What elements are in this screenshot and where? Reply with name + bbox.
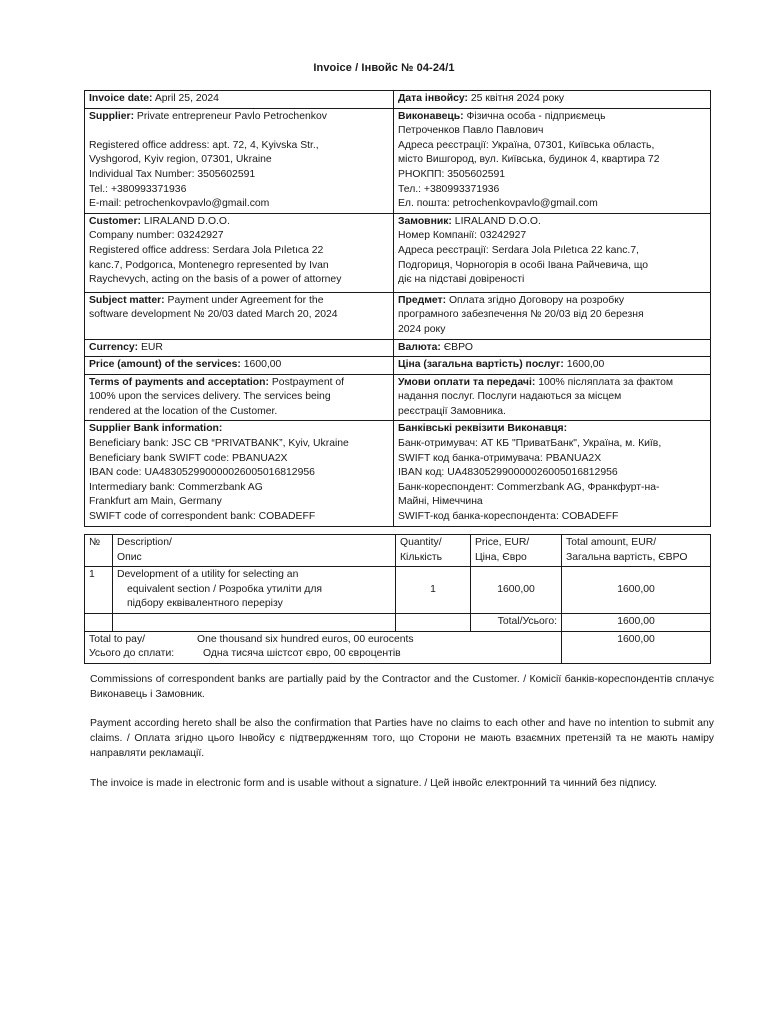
customer-uk-line: Адреса реєстрації: Serdara Jola Pıletıca 22 kanc.7, bbox=[398, 244, 639, 256]
customer-uk-cell bbox=[394, 213, 711, 292]
terms-uk-cell bbox=[394, 374, 711, 421]
supplier-en-line: Registered office address: apt. 72, 4, Kyivska Str., bbox=[89, 139, 319, 151]
pay-words-en: One thousand six hundred euros, 00 eurocents bbox=[197, 633, 414, 645]
customer-en-line: Company number: 03242927 bbox=[89, 230, 224, 242]
customer-uk-label: Замовник: bbox=[398, 215, 452, 227]
subject-row bbox=[85, 292, 711, 339]
subject-uk-line: 2024 року bbox=[398, 323, 446, 335]
header-description: Description/ Опис bbox=[113, 535, 396, 567]
pay-label-uk: Усього до сплати: bbox=[89, 648, 175, 660]
item-price: 1600,00 bbox=[471, 567, 562, 614]
price-en-value: 1600,00 bbox=[240, 359, 282, 371]
supplier-uk-cell bbox=[394, 108, 711, 213]
supplier-en-label: Supplier: bbox=[89, 110, 135, 122]
price-en-cell bbox=[85, 357, 394, 375]
terms-uk-value: 100% післяплата за фактом bbox=[535, 376, 674, 388]
pay-words-uk: Одна тисяча шістсот євро, 00 євроцентів bbox=[203, 648, 401, 660]
bank-uk-cell bbox=[394, 421, 711, 526]
bank-en-line: Beneficiary bank: JSC CB “PRIVATBANK”, Kyiv, Ukraine bbox=[89, 438, 349, 450]
price-row bbox=[85, 357, 711, 375]
subject-uk-value: Оплата згідно Договору на розробку bbox=[446, 294, 625, 306]
total-row bbox=[85, 613, 711, 631]
total-to-pay-words bbox=[85, 631, 562, 663]
bank-uk-line: Банк-отримувач: АТ КБ "ПриватБанк", Україна, м. Київ, bbox=[398, 438, 662, 450]
customer-uk-line: Номер Компанії: 03242927 bbox=[398, 230, 527, 242]
bank-en-line: SWIFT code of correspondent bank: COBADEFF bbox=[89, 511, 316, 523]
item-no: 1 bbox=[85, 567, 113, 614]
price-uk-cell bbox=[394, 357, 711, 375]
header-price: Price, EUR/ Ціна, Євро bbox=[471, 535, 562, 567]
total-to-pay-row bbox=[85, 631, 711, 663]
pay-label-en: Total to pay/ bbox=[89, 633, 146, 645]
date-uk-label: Дата інвойсу: bbox=[398, 93, 468, 104]
date-en-cell bbox=[85, 91, 394, 109]
invoice-details-table bbox=[84, 90, 711, 527]
customer-row bbox=[85, 213, 711, 292]
subject-uk-label: Предмет: bbox=[398, 294, 447, 306]
date-uk-value: 25 квітня 2024 року bbox=[467, 93, 565, 104]
price-uk-value: 1600,00 bbox=[563, 359, 605, 371]
customer-en-line: Raychevych, acting on the basis of a power of attorney bbox=[89, 274, 342, 286]
items-table bbox=[84, 534, 711, 664]
invoice-title: Invoice / Інвойс № 04-24/1 bbox=[313, 62, 455, 74]
supplier-en-line: Tel.: +380993371936 bbox=[89, 183, 187, 195]
customer-en-line: Registered office address: Serdara Jola Pıletıca 22 bbox=[89, 244, 324, 256]
total-label: Total/Усього: bbox=[471, 613, 562, 631]
item-total: 1600,00 bbox=[562, 567, 711, 614]
terms-uk-label: Умови оплати та передачі: bbox=[398, 376, 536, 388]
table-row bbox=[85, 567, 711, 614]
date-en-value: April 25, 2024 bbox=[152, 93, 219, 104]
supplier-en-line: Individual Tax Number: 3505602591 bbox=[89, 168, 256, 180]
total-to-pay-value: 1600,00 bbox=[562, 631, 711, 663]
currency-en-label: Currency: bbox=[89, 341, 139, 353]
subject-en-line: software development № 20/03 dated March 20, 2024 bbox=[89, 309, 338, 321]
terms-uk-line: реєстрації Замовника. bbox=[398, 405, 506, 417]
bank-uk-label: Банківські реквізити Виконавця: bbox=[398, 423, 568, 435]
supplier-en-cell bbox=[85, 108, 394, 213]
price-en-label: Price (amount) of the services: bbox=[89, 359, 241, 371]
supplier-uk-line: місто Вишгород, вул. Київська, будинок 4, квартира 72 bbox=[398, 154, 660, 166]
currency-uk-label: Валюта: bbox=[398, 341, 441, 353]
terms-en-cell bbox=[85, 374, 394, 421]
header-quantity: Quantity/ Кількість bbox=[396, 535, 471, 567]
terms-en-label: Terms of payments and acceptation: bbox=[89, 376, 269, 388]
total-value: 1600,00 bbox=[562, 613, 711, 631]
bank-uk-line: Банк-кореспондент: Commerzbank AG, Франкфурт-на- bbox=[398, 481, 660, 493]
terms-en-value: Postpayment of bbox=[268, 376, 345, 388]
subject-en-cell bbox=[85, 292, 394, 339]
terms-row bbox=[85, 374, 711, 421]
currency-uk-value: ЄВРО bbox=[440, 341, 473, 353]
supplier-uk-line: Петроченков Павло Павлович bbox=[398, 125, 544, 137]
bank-en-line: IBAN code: UA483052990000026005016812956 bbox=[89, 467, 315, 479]
bank-uk-line: IBAN код: UA483052990000026005016812956 bbox=[398, 467, 618, 479]
terms-en-line: 100% upon the services delivery. The services being bbox=[89, 391, 331, 403]
supplier-uk-line: Тел.: +380993371936 bbox=[398, 183, 500, 195]
customer-uk-line: Подгориця, Чорногорія в особі Івана Райчевича, що bbox=[398, 259, 649, 271]
bank-en-label: Supplier Bank information: bbox=[89, 423, 223, 435]
price-uk-label: Ціна (загальна вартість) послуг: bbox=[398, 359, 564, 371]
supplier-row bbox=[85, 108, 711, 213]
items-header-row bbox=[85, 535, 711, 567]
supplier-uk-line: РНОКПП: 3505602591 bbox=[398, 168, 506, 180]
bank-en-cell bbox=[85, 421, 394, 526]
header-no: № bbox=[85, 535, 113, 567]
customer-uk-line: діє на підставі довіреності bbox=[398, 274, 525, 286]
date-en-label: Invoice date: bbox=[89, 93, 153, 104]
bank-uk-line: SWIFT-код банка-кореспондента: COBADEFF bbox=[398, 511, 619, 523]
confirmation-note: Payment according hereto shall be also the confirmation that Parties have no claims to each other and have no intention to submit any claims. / Оплата згідно цього Інвойсу є підтвердженням того, що Сторони не мають взаємних претензій та не мають наміру направляти рекламації. bbox=[90, 718, 714, 759]
bank-uk-line: Майні, Німеччина bbox=[398, 496, 483, 508]
subject-uk-cell bbox=[394, 292, 711, 339]
subject-en-value: Payment under Agreement for the bbox=[164, 294, 324, 306]
item-quantity: 1 bbox=[396, 567, 471, 614]
electronic-note: The invoice is made in electronic form and is usable without a signature. / Цей інвойс електронний та чинний без підпису. bbox=[90, 778, 657, 789]
bank-uk-line: SWIFT код банка-отримувача: PBANUA2X bbox=[398, 452, 602, 464]
bank-en-line: Frankfurt am Main, Germany bbox=[89, 496, 222, 508]
supplier-uk-line: Адреса реєстрації: Україна, 07301, Київська область, bbox=[398, 139, 655, 151]
customer-en-label: Customer: bbox=[89, 215, 141, 227]
bank-row bbox=[85, 421, 711, 526]
supplier-en-value: Private entrepreneur Pavlo Petrochenkov bbox=[134, 110, 327, 122]
subject-uk-line: програмного забезпечення № 20/03 від 20 березня bbox=[398, 309, 644, 321]
currency-row bbox=[85, 339, 711, 357]
supplier-uk-value: Фізична особа - підприємець bbox=[463, 110, 606, 122]
supplier-en-line: E-mail: petrochenkovpavlo@gmail.com bbox=[89, 198, 270, 210]
bank-en-line: Beneficiary bank SWIFT code: PBANUA2X bbox=[89, 452, 288, 464]
date-row bbox=[85, 91, 711, 109]
supplier-uk-label: Виконавець: bbox=[398, 110, 464, 122]
customer-en-cell bbox=[85, 213, 394, 292]
supplier-uk-line: Ел. пошта: petrochenkovpavlo@gmail.com bbox=[398, 198, 598, 210]
currency-uk-cell bbox=[394, 339, 711, 357]
commissions-note: Commissions of correspondent banks are partially paid by the Contractor and the Customer. / Комісії банків-кореспондентів сплачує Виконавець і Замовник. bbox=[90, 674, 714, 700]
subject-en-label: Subject matter: bbox=[89, 294, 165, 306]
terms-en-line: rendered at the location of the Customer. bbox=[89, 405, 278, 417]
item-description: Development of a utility for selecting an equivalent section / Розробка утиліти для підбору еквівалентного перерізу bbox=[113, 567, 396, 614]
terms-uk-line: надання послуг. Послуги надаються за місцем bbox=[398, 391, 622, 403]
customer-en-value: LIRALAND D.O.O. bbox=[140, 215, 230, 227]
date-uk-cell bbox=[394, 91, 711, 109]
supplier-en-line: Vyshgorod, Kyiv region, 07301, Ukraine bbox=[89, 154, 272, 166]
header-total: Total amount, EUR/ Загальна вартість, ЄВРО bbox=[562, 535, 711, 567]
customer-en-line: kanc.7, Podgorıca, Montenegro represented by Ivan bbox=[89, 259, 329, 271]
customer-uk-value: LIRALAND D.O.O. bbox=[451, 215, 541, 227]
bank-en-line: Intermediary bank: Commerzbank AG bbox=[89, 481, 263, 493]
currency-en-value: EUR bbox=[138, 341, 163, 353]
currency-en-cell bbox=[85, 339, 394, 357]
